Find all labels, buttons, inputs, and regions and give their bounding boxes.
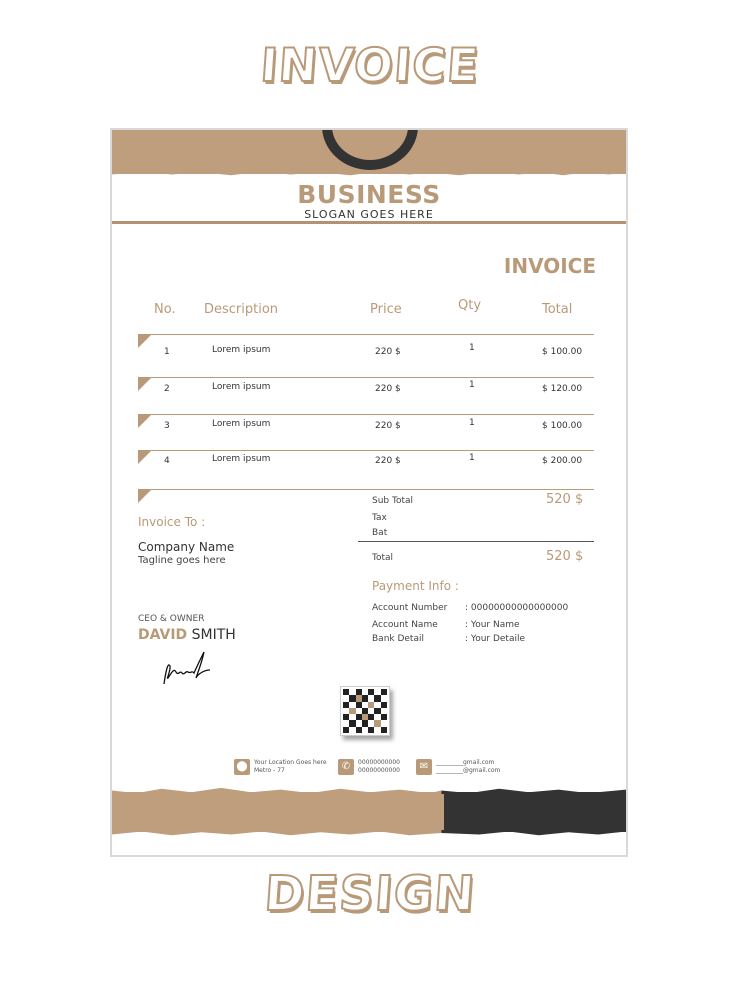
footer-phone: [358, 759, 400, 775]
company-tagline: Tagline goes here: [138, 555, 226, 566]
col-header-qty: Qty: [458, 298, 482, 313]
col-header-no: No.: [154, 302, 176, 317]
qr-code-icon: [340, 686, 390, 736]
brand-name: BUSINESS: [297, 180, 441, 209]
row-no: 4: [164, 456, 170, 466]
invoice-to-label: Invoice To :: [138, 515, 206, 529]
footer-word: DESIGN: [262, 866, 478, 922]
col-header-price: Price: [370, 302, 402, 317]
row-qty: 1: [469, 343, 475, 353]
brand-slogan: SLOGAN GOES HERE: [304, 208, 434, 221]
row-no: 3: [164, 421, 170, 431]
bat-label: Bat: [372, 528, 388, 538]
row-desc: Lorem ipsum: [212, 419, 271, 429]
row-divider: [138, 377, 594, 378]
row-corner-mark: [138, 451, 151, 464]
qr-module: [381, 727, 387, 733]
invoice-title: INVOICE: [503, 254, 596, 278]
signature-icon: [158, 640, 214, 690]
row-desc: Lorem ipsum: [212, 454, 271, 464]
row-corner-mark: [138, 415, 151, 428]
location-line-1: Your Location Goes here: [254, 759, 327, 766]
location-line-2: Metro - 77: [254, 767, 285, 774]
row-desc: Lorem ipsum: [212, 345, 271, 355]
bank-detail-value: : Your Detaile: [465, 634, 526, 644]
row-divider: [138, 489, 594, 490]
row-price: 220 $: [375, 384, 401, 394]
footer-email: [436, 759, 500, 775]
subtotal-label: Sub Total: [372, 496, 414, 506]
row-divider: [138, 450, 594, 451]
tax-label: Tax: [372, 513, 387, 523]
row-divider: [138, 334, 594, 335]
bank-detail-label: Bank Detail: [372, 634, 424, 644]
row-qty: 1: [469, 418, 475, 428]
row-desc: Lorem ipsum: [212, 382, 271, 392]
account-number-value: : 00000000000000000: [465, 603, 569, 613]
phone-line-2: 00000000000: [358, 767, 400, 774]
company-name: Company Name: [138, 540, 235, 554]
signer-role: CEO & OWNER: [138, 614, 205, 624]
row-divider: [138, 414, 594, 415]
row-no: 1: [164, 347, 170, 357]
row-no: 2: [164, 384, 170, 394]
footer-location: [254, 759, 327, 775]
email-line-1: _________gmail.com: [436, 759, 495, 766]
phone-icon: ✆: [338, 759, 354, 775]
row-price: 220 $: [375, 421, 401, 431]
row-qty: 1: [469, 380, 475, 390]
header-word: INVOICE: [258, 38, 482, 92]
payment-info-label: Payment Info :: [372, 579, 459, 593]
row-corner-mark: [138, 335, 151, 348]
row-total: $ 100.00: [542, 421, 583, 431]
row-total: $ 120.00: [542, 384, 583, 394]
account-name-label: Account Name: [372, 620, 438, 630]
col-header-total: Total: [542, 302, 573, 317]
signer-first-name: DAVID: [138, 627, 188, 643]
location-icon: ⬤: [234, 759, 250, 775]
bottom-band-accent: [112, 792, 444, 832]
account-number-label: Account Number: [372, 603, 448, 613]
signer-last-name: SMITH: [191, 627, 236, 643]
account-name-value: : Your Name: [465, 620, 520, 630]
row-qty: 1: [469, 453, 475, 463]
header-rule: [112, 221, 626, 224]
row-total: $ 200.00: [542, 456, 583, 466]
mail-icon: ✉: [416, 759, 432, 775]
total-label: Total: [372, 553, 394, 563]
phone-line-1: 00000000000: [358, 759, 400, 766]
torn-edge-top: [112, 170, 626, 176]
col-header-description: Description: [204, 302, 279, 317]
torn-edge-bottom-top: [112, 787, 626, 794]
torn-edge-bottom: [112, 830, 626, 836]
email-line-2: _________@gmail.com: [436, 767, 501, 774]
subtotal-value: 520 $: [546, 492, 584, 507]
invoice-document: [110, 128, 628, 857]
summary-divider: [358, 541, 594, 542]
row-corner-mark: [138, 490, 151, 503]
row-price: 220 $: [375, 456, 401, 466]
total-value: 520 $: [546, 549, 584, 564]
bottom-band-dark: [444, 792, 628, 832]
row-total: $ 100.00: [542, 347, 583, 357]
row-price: 220 $: [375, 347, 401, 357]
row-corner-mark: [138, 378, 151, 391]
